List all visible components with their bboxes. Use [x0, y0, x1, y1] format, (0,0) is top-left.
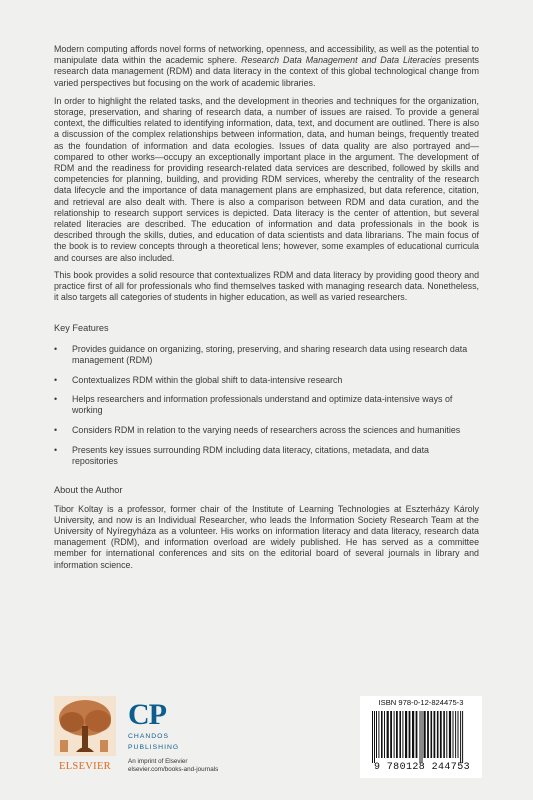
- about-author-text: Tibor Koltay is a professor, former chair of the Institute of Learning Technologies at Eszterházy Károly University, and now is an Individual Researcher, who leads the Information Society Research Team at the University of Nyíregyháza as a volunteer. His works on information literacy and data literacy, research data management (RDM), and information overload are widely published. He has served as a committee member for international conferences and sits on the editorial board of several journals in library and information science.: [54, 503, 479, 570]
- chandos-logo: [128, 700, 248, 774]
- intro-text-start: Modern computing affords novel forms of networking, openness, and accessibility, as well as the potential to manipulate data within the academic sphere.: [54, 44, 479, 66]
- intro-text-end: presents research data management (RDM) and data literacy in the context of this global technological change from varied perspectives but focusing on the work of academic libraries.: [54, 55, 479, 88]
- barcode-icon: [370, 711, 474, 763]
- about-author: [54, 504, 479, 571]
- bullet-icon: •: [54, 425, 58, 436]
- key-features-heading: Key Features: [54, 323, 109, 334]
- feature-text: Contextualizes RDM within the global shift to data-intensive research: [72, 374, 343, 385]
- list-item: [54, 425, 472, 436]
- chandos-name-line1: CHANDOS: [128, 733, 169, 740]
- feature-text: Considers RDM in relation to the varying needs of researchers across the sciences and humanities: [72, 425, 461, 436]
- imprint-url: elsevier.com/books-and-journals: [128, 766, 219, 773]
- chandos-cp-mark: CP: [128, 698, 166, 731]
- isbn-barcode-box: [360, 696, 482, 778]
- barcode-digits: 9 780128 244753: [373, 762, 470, 773]
- bullet-icon: •: [54, 444, 58, 455]
- list-item: [54, 375, 472, 386]
- list-item: [54, 394, 472, 416]
- feature-text: Provides guidance on organizing, storing, preserving, and sharing research data using research data management (RDM): [72, 343, 468, 365]
- feature-text: Presents key issues surrounding RDM including data literacy, citations, metadata, and data repositories: [72, 444, 429, 467]
- isbn-label: ISBN 978-0-12-824475-3: [378, 698, 464, 707]
- key-features-list: [54, 344, 479, 468]
- feature-text: Helps researchers and information professionals understand and optimize data-intensive ways of working: [72, 394, 453, 416]
- list-item: [54, 445, 472, 467]
- elsevier-wordmark: ELSEVIER: [59, 761, 111, 772]
- intro-paragraph: [54, 44, 479, 89]
- imprint-text: An imprint of Elsevier: [128, 758, 188, 765]
- chandos-name-line2: PUBLISHING: [128, 744, 180, 751]
- body-paragraph-1: In order to highlight the related tasks, and the development in theories and techniques for the organization, storage, preservation, and sharing of research data, a number of issues are raised. To provide a general context, the difficulties related to identifying information, data, text, and document are outlined. There is also a discussion of the complex relationships between information, data, and human beings, frequently treated as the foundation of information and data ecologies. Issues of data quality are also portrayed and—compared to other works—occupy an exceptionally important place in the argument. The development of RDM and the readiness for providing research-related data services are described, followed by skills and competencies for planning, building, and providing RDM services, whereby the centrality of the research data lifecycle and the importance of data management plans are emphasized, but data reference, citation, and retrieval are also dealt with. There is also a comparison between RDM and data curation, and the relationship to research support services is depicted. Data literacy is the center of attention, but several related literacies are described. The education of information and data professionals in the book is described through the skills, duties, and education of data scientists and data librarians. The main focus of the book is to review concepts through a theoretical lens; however, some examples of educational curricula and courses are also included.: [54, 95, 479, 263]
- bullet-icon: •: [54, 394, 58, 405]
- book-title: Research Data Management and Data Literacies: [241, 55, 441, 66]
- bullet-icon: •: [54, 374, 58, 385]
- body-paragraph-2: This book provides a solid resource that contextualizes RDM and data literacy by providing good theory and practice first of all for professionals who find themselves tasked with managing research data. Nonetheless, it also targets all categories of students in higher education, as well as varied researchers.: [54, 269, 479, 303]
- list-item: [54, 344, 472, 366]
- back-cover-text: [54, 44, 479, 571]
- bullet-icon: •: [54, 343, 58, 354]
- about-author-heading: About the Author: [54, 485, 123, 496]
